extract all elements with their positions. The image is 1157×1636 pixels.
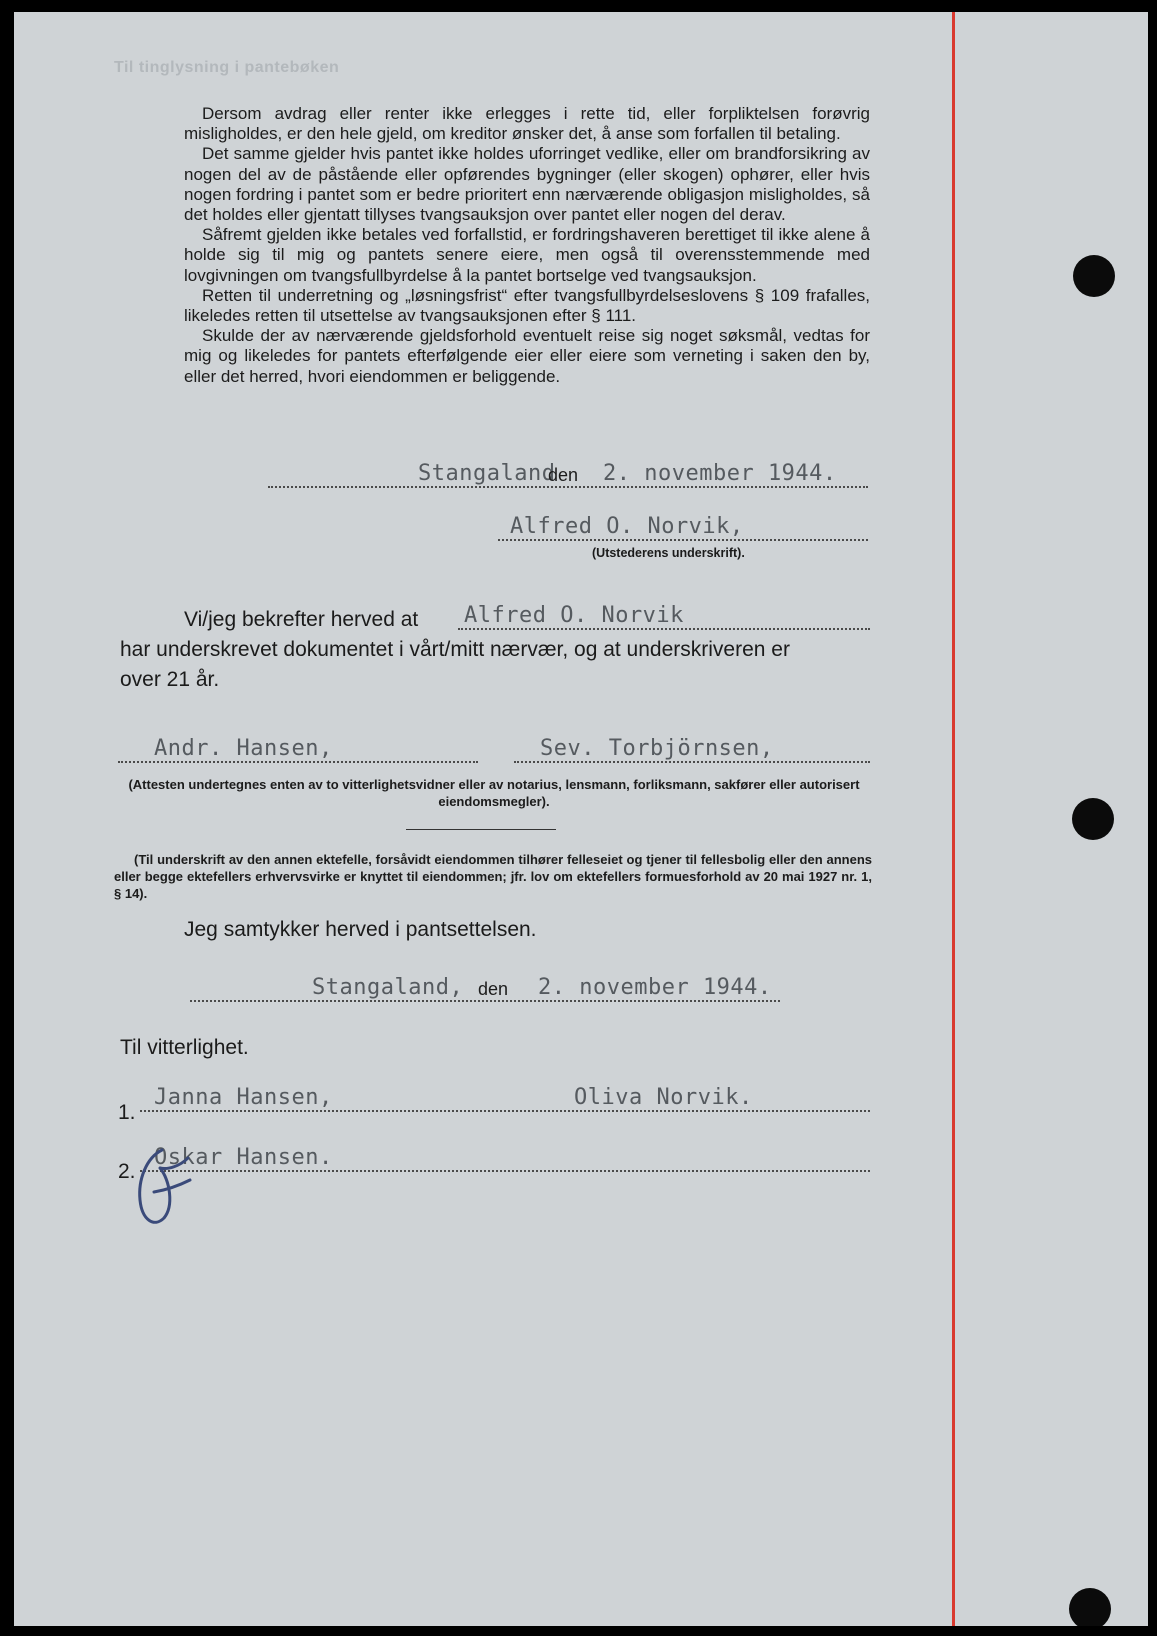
consent-witness-2-number: 2. [118, 1160, 136, 1183]
issue-date-line [268, 460, 868, 488]
witness-1-line [118, 735, 478, 763]
issuer-signature-line [498, 513, 868, 541]
punch-hole-middle [1072, 798, 1114, 840]
issuer-signature: Alfred O. Norvik, [510, 514, 744, 539]
consent-witness-1-number: 1. [118, 1101, 136, 1124]
spouse-note: (Til underskrift av den annen ektefelle, forsåvidt eiendommen tilhører felleseiet og tjener til fellesbolig eller den annens eller begge ektefellers erhvervsvirke er knyttet til eiendommen; jfr. lov om ektefellers formuesforhold av 20 mai 1927 nr. 1, § 14). [114, 852, 872, 901]
witness-1-name: Andr. Hansen, [154, 736, 333, 761]
separator-rule [406, 829, 556, 830]
faint-header-stamp: Til tinglysning i pantebøken [114, 59, 340, 76]
issue-date: 2. november 1944. [603, 461, 837, 486]
issue-place: Stangaland [418, 461, 556, 486]
attest-line-2: har underskrevet dokumentet i vårt/mitt nærvær, og at underskriveren er [120, 638, 790, 661]
issuer-signature-caption: (Utstederens underskrift). [592, 546, 745, 560]
handwritten-initial-mark [124, 1140, 196, 1236]
document-page [14, 12, 1148, 1626]
witness-2-line [514, 735, 870, 763]
punch-hole-top [1073, 255, 1115, 297]
consent-place: Stangaland, [312, 975, 464, 1000]
consent-text: Jeg samtykker herved i pantsettelsen. [184, 918, 537, 941]
attest-note: (Attesten undertegnes enten av to vitterlighetsvidner eller av notarius, lensmann, forliksmann, sakfører eller autorisert eiendomsmegler). [128, 777, 860, 809]
red-margin-line [952, 12, 955, 1626]
consent-date: 2. november 1944. [538, 975, 772, 1000]
consent-signature: Oliva Norvik. [574, 1085, 753, 1110]
paragraph-foreclosure: Såfremt gjelden ikke betales ved forfallstid, er fordringshaveren berettiget til ikke alene å holde sig til mig og pantets senere eiere, men også til overensstemmende med lovgivningen om tvangsfullbyrdelse å la pantet bortselge ved tvangsauksjon. [184, 225, 870, 285]
consent-witness-1-line [140, 1084, 870, 1112]
attest-prefix: Vi/jeg bekrefter herved at [184, 608, 419, 631]
paragraph-venue: Skulde der av nærværende gjeldsforhold eventuelt reise sig noget søksmål, vedtas for mig og likeledes for pantets efterfølgende eier eller eiere som verneting i saken den by, eller det herred, hvori eiendommen er beliggende. [184, 326, 870, 386]
paragraph-default: Dersom avdrag eller renter ikke erlegges i rette tid, eller forpliktelsen forøvrig misligholdes, er den hele gjeld, om kreditor ønsker det, å anse som forfallen til betaling. [184, 104, 870, 144]
consent-witness-1-name: Janna Hansen, [154, 1085, 333, 1110]
paragraph-insurance: Det samme gjelder hvis pantet ikke holdes uforringet vedlike, eller om brandforsikring av nogen del av de påstående eller opførendes bygninger (eller skogen) ophører, eller hvis nogen fordring i pantet som er bedre prioritert enn nærværende obligasjon misligholdes, så det holdes eller gjentatt tillyses tvangsauksjon over pantet eller nogen del derav. [184, 144, 870, 225]
attest-line-3: over 21 år. [120, 668, 220, 691]
consent-witness-2-name: Oskar Hansen. [154, 1145, 333, 1170]
terms-text [184, 104, 870, 387]
attest-signer: Alfred O. Norvik [464, 603, 684, 628]
issue-den-label: den [548, 465, 579, 485]
witness-2-name: Sev. Torbjörnsen, [540, 736, 774, 761]
punch-hole-bottom [1069, 1588, 1111, 1626]
witness-heading: Til vitterlighet. [120, 1036, 249, 1059]
consent-witness-2-line [140, 1144, 870, 1172]
paragraph-notice: Retten til underretning og „løsningsfrist“ efter tvangsfullbyrdelseslovens § 109 frafalles, likeledes retten til utsettelse av tvangsauksjonen efter § 111. [184, 285, 870, 326]
consent-date-line [190, 974, 780, 1002]
attest-signer-line [458, 602, 870, 630]
consent-den-label: den [478, 979, 509, 999]
